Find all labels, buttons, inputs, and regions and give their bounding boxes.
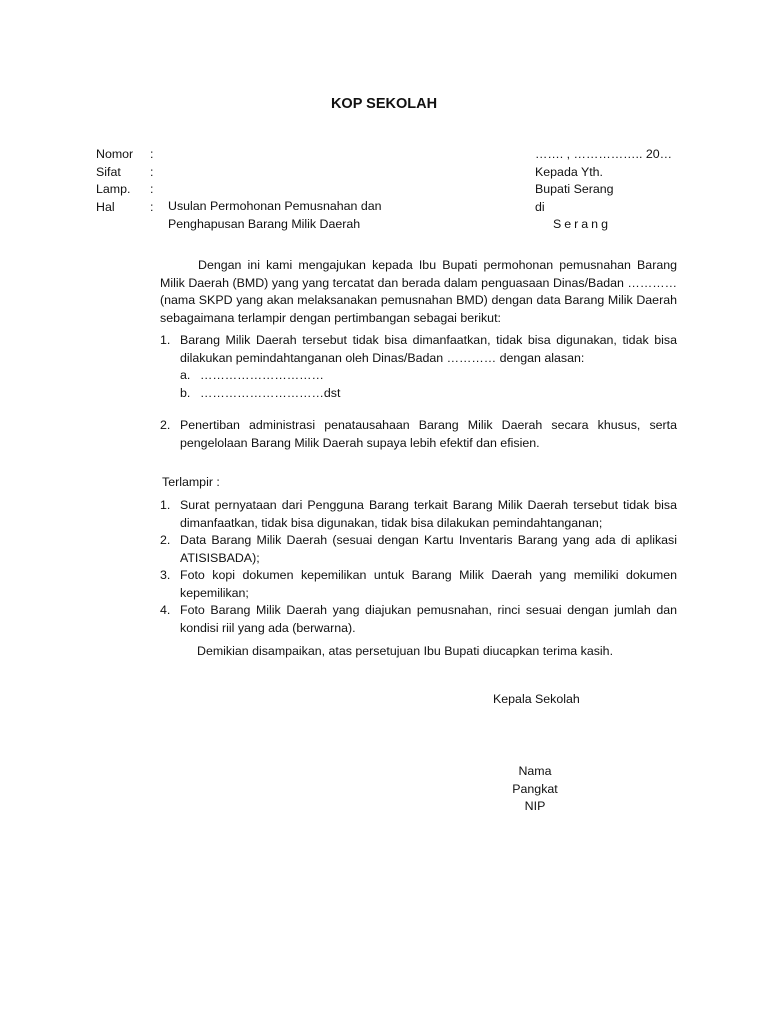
list-number: 2. [160,418,171,432]
address-city: Serang [553,217,611,231]
list-number: 3. [160,568,171,582]
list-number: 1. [160,333,171,347]
letter-subject [168,198,408,233]
address-recipient: Bupati Serang [535,182,614,196]
closing-sentence: Demikian disampaikan, atas persetujuan Ibu Bupati diucapkan terima kasih. [197,644,614,658]
list-item-text: Penertiban administrasi penatausahaan Barang Milik Daerah secara khusus, serta pengelolaan Barang Milik Daerah supaya lebih efektif dan efisien. [180,418,677,450]
meta-label-nomor: Nomor [96,147,134,161]
list-item [160,602,677,637]
signature-name: Nama [518,764,552,778]
sub-list-letter: a. [180,368,191,382]
list-item-text: Data Barang Milik Daerah (sesuai dengan Kartu Inventaris Barang yang ada di aplikasi ATISISBADA); [180,533,677,565]
meta-colon-lampiran: : [150,182,154,196]
subject-line: Usulan Permohonan Pemusnahan dan [168,199,382,213]
meta-colon-nomor: : [150,147,154,161]
signer-title: Kepala Sekolah [493,692,580,706]
list-item [160,532,677,567]
intro-paragraph: Dengan ini kami mengajukan kepada Ibu Bupati permohonan pemusnahan Barang Milik Daerah (BMD) yang yang tercatat dan berada dalam penguasaan Dinas/Badan ………… (nama SKPD yang akan melaksanakan pemusnahan BMD) dengan data Barang Milik Daerah sebagaimana terlampir dengan pertimbangan sebagai berikut: [160,258,677,325]
list-item [160,497,677,532]
meta-colon-sifat: : [150,164,154,179]
list-item-text: Foto Barang Milik Daerah yang diajukan pemusnahan, rinci sesuai dengan jumlah dan kondisi riil yang ada (berwarna). [180,603,677,635]
attachments-list [160,497,677,637]
signature-rank: Pangkat [512,781,558,796]
list-item [160,332,677,402]
list-item [160,567,677,602]
letterhead-title: KOP SEKOLAH [330,96,438,112]
sub-list-item [180,367,677,385]
sub-list-text: ………………………… [200,368,324,382]
sub-list-letter: b. [180,385,191,400]
list-item-text: Foto kopi dokumen kepemilikan untuk Barang Milik Daerah yang memiliki dokumen kepemilikan; [180,568,677,600]
address-greeting: Kepada Yth. [535,164,603,179]
sub-list-text: …………………………dst [200,385,341,400]
signature-nip: NIP [524,799,546,813]
list-item [160,417,677,452]
list-number: 1. [160,498,171,512]
meta-label-sifat: Sifat [96,164,121,179]
signature-block [490,763,580,816]
list-item-text: Barang Milik Daerah tersebut tidak bisa dimanfaatkan, tidak bisa digunakan, tidak bisa dilakukan pemindahtanganan oleh Dinas/Badan ………… dengan alasan: [180,333,677,365]
address-preposition: di [535,199,545,214]
list-number: 4. [160,603,171,617]
letter-date: ……. , …………….. 20… [535,147,673,161]
list-number: 2. [160,533,171,547]
attachments-label: Terlampir : [162,475,220,489]
meta-colon-hal: : [150,199,154,214]
list-item-text: Surat pernyataan dari Pengguna Barang terkait Barang Milik Daerah tersebut tidak bisa dimanfaatkan, tidak bisa digunakan, tidak bisa dilakukan pemindahtanganan; [180,498,677,530]
sub-list-item [180,385,677,403]
recipient-address [535,146,672,234]
subject-line: Penghapusan Barang Milik Daerah [168,216,361,231]
meta-label-hal: Hal [96,199,115,214]
reasons-list [160,332,677,452]
meta-label-lampiran: Lamp. [96,182,131,196]
